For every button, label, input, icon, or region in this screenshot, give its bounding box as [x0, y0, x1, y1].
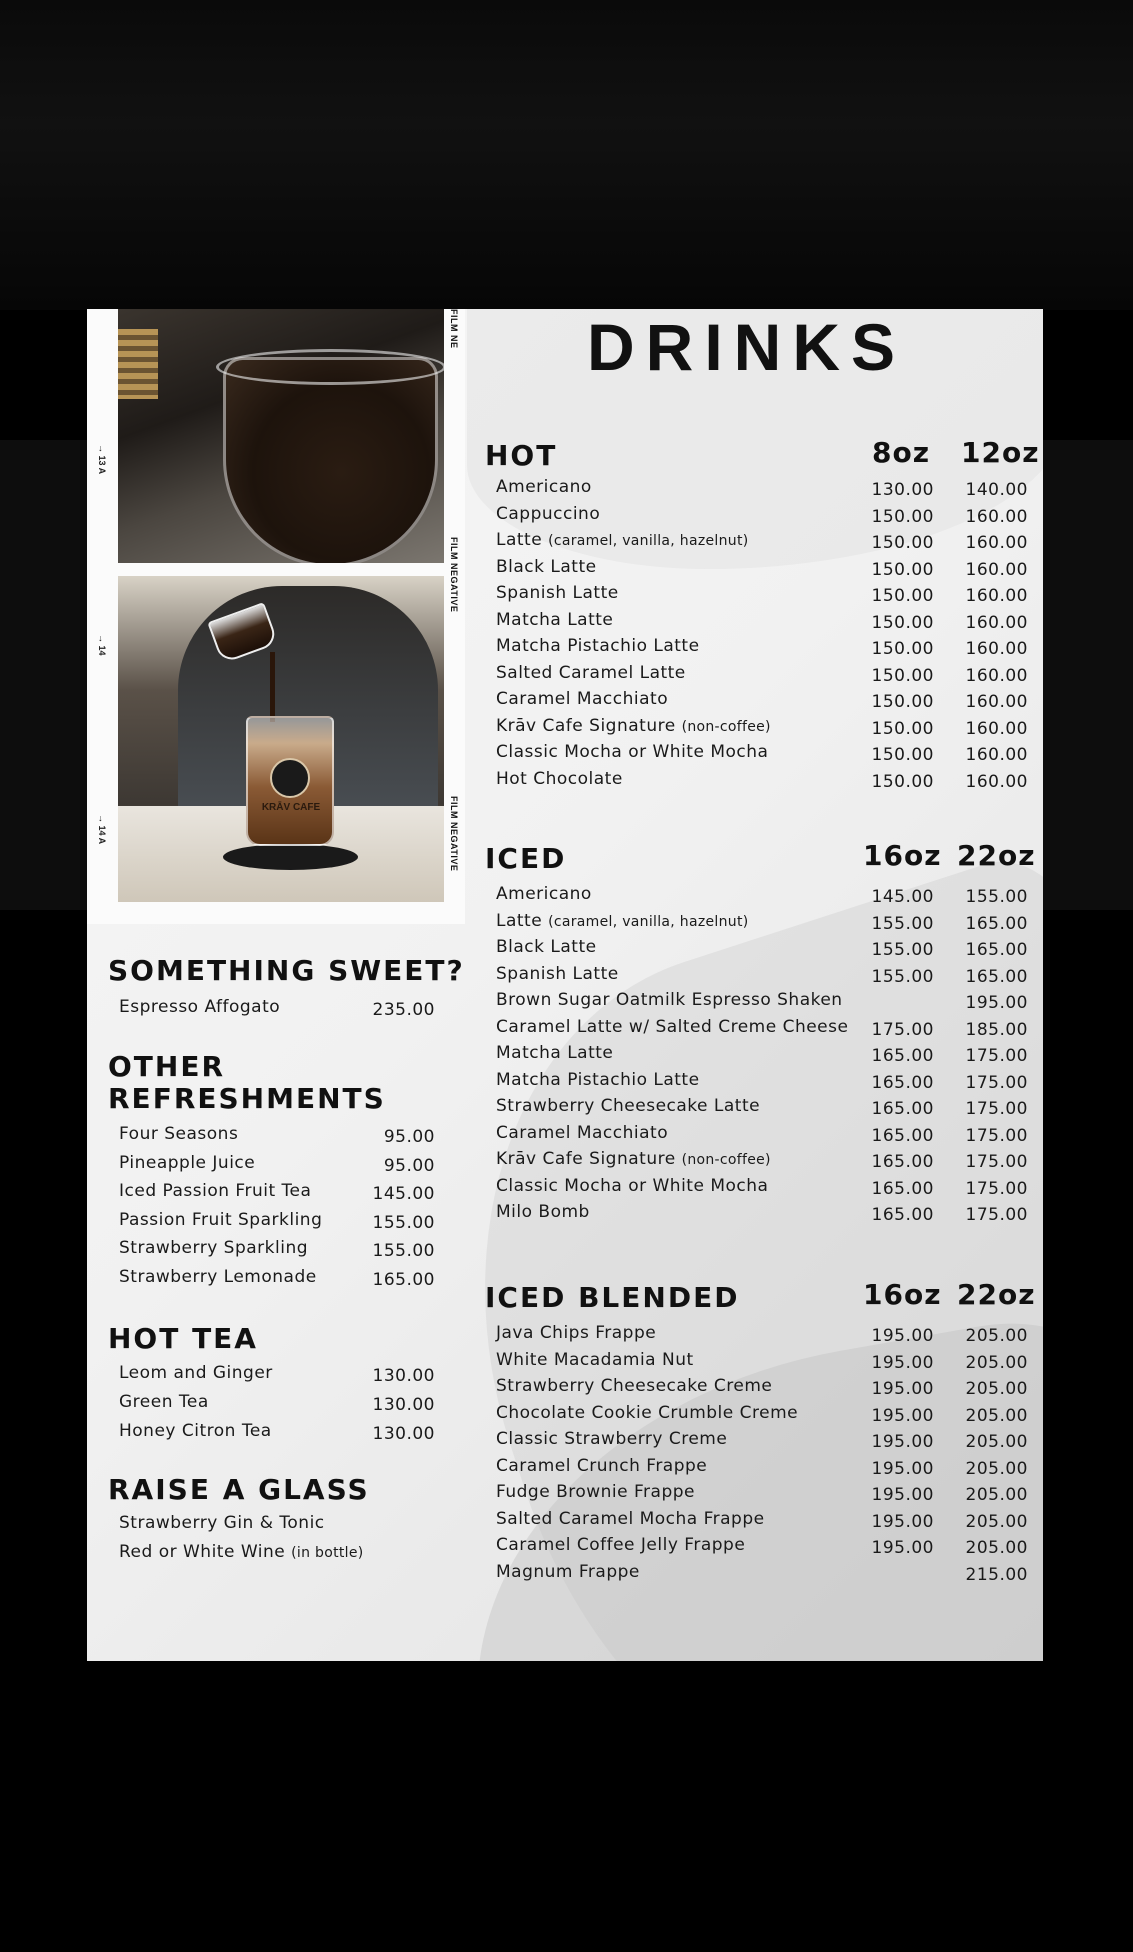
hot-item-name: Cappuccino	[496, 503, 601, 524]
hot-price-b: 160.00	[965, 718, 1028, 739]
iced-heading: ICED	[485, 842, 567, 875]
glass-item-note: (in bottle)	[291, 1545, 364, 1561]
blended-item-name: Salted Caramel Mocha Frappe	[496, 1508, 765, 1529]
tea-price: 130.00	[372, 1366, 435, 1386]
tea-item-name: Leom and Ginger	[119, 1363, 273, 1383]
hot-item	[496, 689, 668, 715]
hot-item	[496, 742, 768, 768]
hot-size-b: 12oz	[961, 436, 1040, 469]
hot-price-a: 130.00	[871, 480, 934, 500]
iced-price-a: 165.00	[871, 1178, 934, 1199]
hot-item	[496, 557, 597, 583]
cups-stack	[118, 329, 158, 399]
blended-size-b: 22oz	[957, 1278, 1036, 1311]
blended-price-a: 195.00	[871, 1538, 934, 1558]
coaster	[223, 844, 358, 870]
coffee-beans-photo	[118, 309, 444, 563]
refresh-price: 95.00	[383, 1127, 435, 1147]
hot-price-a: 150.00	[871, 745, 934, 765]
iced-price-a: 155.00	[871, 913, 934, 934]
blended-price-b: 215.00	[965, 1564, 1028, 1585]
blended-item-name: Java Chips Frappe	[496, 1323, 657, 1343]
espresso-stream	[270, 652, 275, 722]
iced-price-b: 165.00	[965, 940, 1028, 960]
blended-item	[496, 1350, 694, 1376]
blended-price-a: 195.00	[871, 1485, 934, 1505]
glass-item-name: Strawberry Gin & Tonic	[119, 1513, 325, 1533]
hot-item	[496, 636, 700, 662]
iced-price-b: 175.00	[965, 1178, 1028, 1199]
iced-item	[496, 1017, 848, 1043]
refresh-item-name: Strawberry Lemonade	[119, 1266, 317, 1287]
hot-price-b: 160.00	[965, 771, 1028, 792]
hot-price-b: 160.00	[965, 612, 1028, 633]
iced-item-name: Milo Bomb	[496, 1202, 590, 1222]
blended-price-a: 195.00	[871, 1352, 934, 1373]
iced-item-name: Classic Mocha or White Mocha	[496, 1175, 769, 1196]
refresh-item	[119, 1124, 238, 1150]
iced-item-name: Caramel Macchiato	[496, 1122, 669, 1143]
blended-item-name: Caramel Crunch Frappe	[496, 1455, 708, 1476]
hot-item-name: Krāv Cafe Signature	[496, 715, 676, 736]
refresh-price: 155.00	[372, 1212, 435, 1233]
iced-price-a: 165.00	[871, 1099, 934, 1119]
hot-item-name: Americano	[496, 477, 592, 497]
iced-price-a: 165.00	[871, 1205, 934, 1225]
blended-item-name: Caramel Coffee Jelly Frappe	[496, 1535, 746, 1555]
blended-item	[496, 1482, 695, 1508]
blended-item	[496, 1562, 640, 1588]
hot-price-b: 160.00	[965, 559, 1028, 580]
hot-heading: HOT	[485, 439, 558, 472]
background-left	[0, 440, 87, 910]
iced-price-b: 175.00	[965, 1152, 1028, 1172]
blended-price-b: 205.00	[965, 1485, 1028, 1505]
tea-item-name: Green Tea	[119, 1392, 209, 1412]
iced-price-b: 165.00	[965, 966, 1028, 987]
hot-item	[496, 530, 749, 556]
iced-item-name: Black Latte	[496, 937, 597, 957]
tea-price: 130.00	[372, 1424, 435, 1444]
refresh-item-name: Strawberry Sparkling	[119, 1238, 309, 1258]
blended-price-b: 205.00	[965, 1379, 1028, 1399]
refresh-heading: REFRESHMENTS	[108, 1082, 386, 1115]
blended-price-b: 205.00	[965, 1352, 1028, 1373]
iced-size-a: 16oz	[863, 839, 942, 872]
blended-size-a: 16oz	[863, 1278, 942, 1311]
film-label: FILM NEGATIVE	[449, 537, 459, 613]
hot-price-a: 150.00	[871, 692, 934, 712]
hot-price-a: 150.00	[871, 639, 934, 659]
iced-item	[496, 1176, 768, 1202]
iced-item	[496, 937, 597, 963]
hot-item-note: (caramel, vanilla, hazelnut)	[548, 533, 749, 549]
iced-item-name: Americano	[496, 884, 592, 904]
iced-item-name: Matcha Pistachio Latte	[496, 1069, 700, 1090]
tea-item	[119, 1392, 209, 1418]
iced-price-a: 155.00	[871, 940, 934, 960]
hot-price-b: 160.00	[965, 533, 1028, 553]
tea-item	[119, 1363, 273, 1389]
iced-item-name: Latte	[496, 910, 543, 931]
sweet-item	[119, 997, 280, 1023]
iced-item-name: Krāv Cafe Signature	[496, 1149, 676, 1169]
hot-price-a: 150.00	[871, 665, 934, 686]
iced-item	[496, 1149, 771, 1175]
hot-price-a: 150.00	[871, 771, 934, 792]
hot-price-a: 150.00	[871, 718, 934, 739]
refresh-price: 145.00	[372, 1184, 435, 1204]
hot-price-b: 160.00	[965, 692, 1028, 712]
iced-price-b: 175.00	[965, 1099, 1028, 1119]
frame-number: → 14	[97, 634, 107, 656]
hot-price-a: 150.00	[871, 586, 934, 606]
blended-item-name: Classic Strawberry Creme	[496, 1429, 728, 1449]
iced-item	[496, 1202, 590, 1228]
iced-item-name: Strawberry Cheesecake Latte	[496, 1096, 761, 1116]
iced-item	[496, 911, 749, 937]
iced-price-b: 185.00	[965, 1019, 1028, 1040]
blended-price-a: 195.00	[871, 1458, 934, 1479]
hot-item-name: Matcha Pistachio Latte	[496, 636, 700, 656]
refresh-item	[119, 1238, 308, 1264]
iced-price-a: 165.00	[871, 1125, 934, 1146]
refresh-item-name: Pineapple Juice	[119, 1152, 256, 1173]
hot-item	[496, 583, 619, 609]
iced-price-a: 165.00	[871, 1072, 934, 1093]
refresh-item	[119, 1153, 255, 1179]
bean-bowl	[223, 357, 438, 563]
sweet-price: 235.00	[372, 1000, 435, 1020]
blended-item	[496, 1403, 798, 1429]
iced-item	[496, 1043, 613, 1069]
blended-price-a: 195.00	[871, 1326, 934, 1346]
blended-item	[496, 1456, 707, 1482]
blended-item-name: Strawberry Cheesecake Creme	[496, 1376, 773, 1396]
blended-item	[496, 1323, 656, 1349]
refresh-price: 165.00	[372, 1269, 435, 1290]
glass-heading: RAISE A GLASS	[108, 1473, 370, 1506]
tea-item-name: Honey Citron Tea	[119, 1421, 272, 1441]
hot-price-a: 150.00	[871, 533, 934, 553]
hot-item-name: Black Latte	[496, 556, 597, 577]
cafe-logo-icon	[270, 758, 310, 798]
iced-latte-cup	[246, 716, 334, 846]
iced-price-b: 175.00	[965, 1205, 1028, 1225]
blended-item	[496, 1376, 772, 1402]
sweet-item-name: Espresso Affogato	[119, 997, 281, 1017]
iced-item-name: Caramel Latte w/ Salted Creme Cheese	[496, 1016, 849, 1037]
blended-price-b: 205.00	[965, 1458, 1028, 1479]
barista-pour-photo	[118, 576, 444, 902]
hot-price-b: 160.00	[965, 665, 1028, 686]
iced-price-a: 155.00	[871, 966, 934, 987]
hot-price-b: 160.00	[965, 586, 1028, 606]
iced-item-note: (non-coffee)	[681, 1152, 771, 1168]
blended-price-b: 205.00	[965, 1405, 1028, 1426]
hot-item	[496, 504, 600, 530]
hot-item	[496, 610, 613, 636]
iced-item	[496, 990, 843, 1016]
blended-item	[496, 1535, 745, 1561]
hot-price-b: 140.00	[965, 480, 1028, 500]
iced-item-name: Matcha Latte	[496, 1043, 614, 1063]
iced-item-name: Spanish Latte	[496, 963, 619, 984]
hot-price-a: 150.00	[871, 506, 934, 527]
refresh-heading: OTHER	[108, 1050, 226, 1083]
refresh-price: 95.00	[383, 1155, 435, 1176]
hot-item	[496, 769, 623, 795]
hot-size-a: 8oz	[872, 436, 931, 469]
blended-price-b: 205.00	[965, 1326, 1028, 1346]
hot-item-name: Latte	[496, 530, 543, 550]
iced-price-a: 165.00	[871, 1046, 934, 1066]
blended-item-name: White Macadamia Nut	[496, 1349, 694, 1370]
film-strip	[87, 309, 465, 924]
iced-size-b: 22oz	[957, 839, 1036, 872]
iced-price-b: 165.00	[965, 913, 1028, 934]
blended-item	[496, 1509, 765, 1535]
sweet-heading: SOMETHING SWEET?	[108, 954, 465, 987]
refresh-price: 155.00	[372, 1241, 435, 1261]
iced-item	[496, 1070, 700, 1096]
blended-price-b: 205.00	[965, 1432, 1028, 1452]
blended-price-a: 195.00	[871, 1511, 934, 1532]
iced-price-b: 175.00	[965, 1046, 1028, 1066]
blended-item	[496, 1429, 727, 1455]
blended-price-b: 205.00	[965, 1511, 1028, 1532]
iced-price-b: 175.00	[965, 1125, 1028, 1146]
hot-price-b: 160.00	[965, 639, 1028, 659]
hot-item	[496, 663, 686, 689]
glass-item	[119, 1513, 325, 1539]
glass-item-name: Red or White Wine	[119, 1542, 286, 1562]
iced-price-a: 175.00	[871, 1019, 934, 1040]
hot-item	[496, 477, 592, 503]
tea-item	[119, 1421, 272, 1447]
refresh-item-name: Passion Fruit Sparkling	[119, 1209, 323, 1230]
background-top	[0, 0, 1133, 310]
hot-item-name: Matcha Latte	[496, 609, 614, 630]
refresh-item	[119, 1210, 322, 1236]
iced-price-b: 195.00	[965, 993, 1028, 1013]
film-label: FILM NEGATIVE	[449, 796, 459, 872]
bowl-rim	[216, 349, 444, 385]
film-label: FILM NE	[449, 309, 459, 349]
glass-item	[119, 1542, 364, 1568]
frame-number: → 13 A	[97, 444, 107, 475]
refresh-item	[119, 1181, 311, 1207]
tea-price: 130.00	[372, 1395, 435, 1415]
hot-item-name: Hot Chocolate	[496, 768, 623, 789]
iced-item	[496, 1096, 760, 1122]
refresh-item-name: Iced Passion Fruit Tea	[119, 1181, 312, 1201]
hot-price-a: 150.00	[871, 559, 934, 580]
hot-item-name: Salted Caramel Latte	[496, 662, 686, 683]
hot-price-b: 160.00	[965, 506, 1028, 527]
iced-item	[496, 1123, 668, 1149]
refresh-item-name: Four Seasons	[119, 1124, 239, 1144]
hot-item-note: (non-coffee)	[681, 718, 771, 735]
cup-brand-text: KRĀV CAFE	[261, 802, 321, 813]
iced-item-note: (caramel, vanilla, hazelnut)	[548, 913, 749, 930]
blended-item-name: Chocolate Cookie Crumble Creme	[496, 1402, 799, 1423]
hot-item	[496, 716, 771, 742]
iced-price-a: 145.00	[871, 887, 934, 907]
blended-price-b: 205.00	[965, 1538, 1028, 1558]
blended-item-name: Fudge Brownie Frappe	[496, 1482, 696, 1502]
blended-price-a: 195.00	[871, 1379, 934, 1399]
background-right	[1043, 440, 1133, 910]
menu-page	[87, 309, 1043, 1661]
hot-item-name: Spanish Latte	[496, 583, 619, 603]
iced-price-b: 155.00	[965, 887, 1028, 907]
blended-price-a: 195.00	[871, 1405, 934, 1426]
hot-item-name: Classic Mocha or White Mocha	[496, 742, 769, 762]
iced-item-name: Brown Sugar Oatmilk Espresso Shaken	[496, 990, 843, 1010]
iced-price-a: 165.00	[871, 1152, 934, 1172]
tea-heading: HOT TEA	[108, 1322, 258, 1355]
hot-price-a: 150.00	[871, 612, 934, 633]
blended-heading: ICED BLENDED	[485, 1281, 740, 1314]
hot-price-b: 160.00	[965, 745, 1028, 765]
refresh-item	[119, 1267, 317, 1293]
page-title: DRINKS	[587, 310, 907, 384]
iced-item	[496, 964, 619, 990]
blended-price-a: 195.00	[871, 1432, 934, 1452]
frame-number: → 14 A	[97, 814, 107, 845]
iced-price-b: 175.00	[965, 1072, 1028, 1093]
iced-item	[496, 884, 592, 910]
hot-item-name: Caramel Macchiato	[496, 689, 669, 709]
blended-item-name: Magnum Frappe	[496, 1561, 640, 1582]
